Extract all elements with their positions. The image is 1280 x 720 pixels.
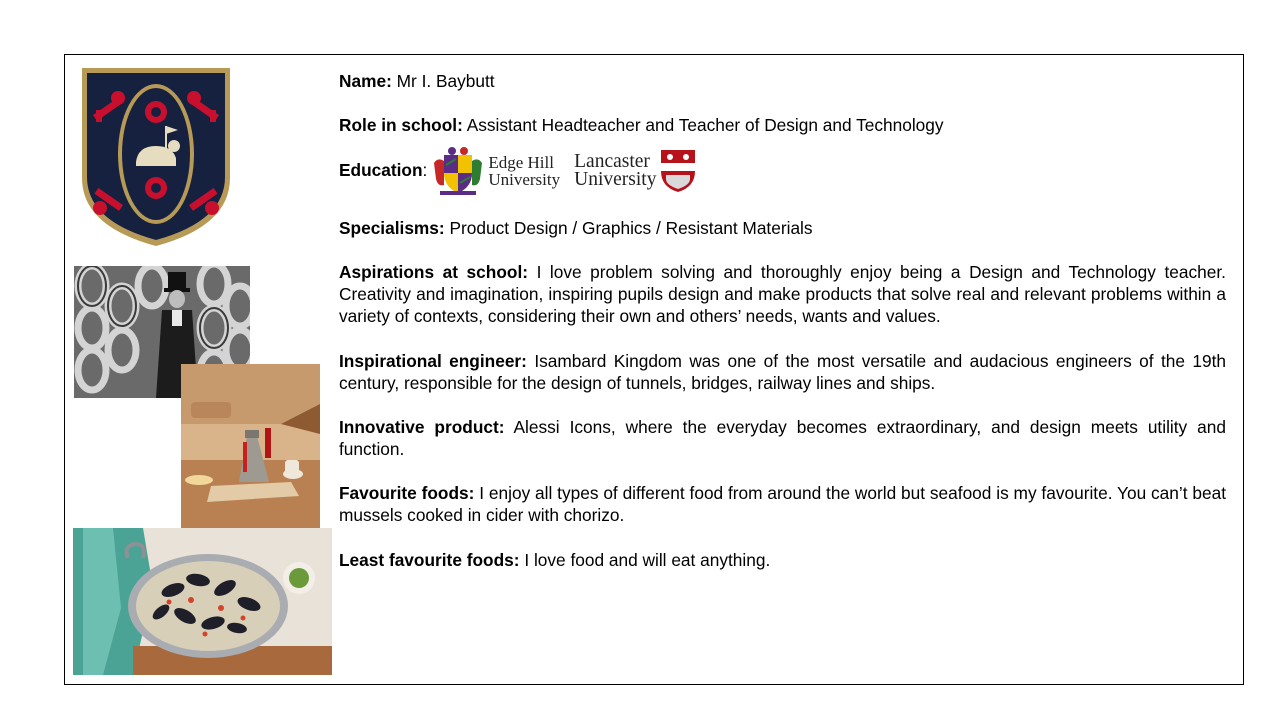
name-label: Name: [339, 71, 392, 91]
product-field [339, 416, 1226, 460]
aspirations-value: I love problem solving and thoroughly enjoy being a Design and Technology teacher. Creativity and imagination, inspiring pupils design and make products that solve real and relevant problems within a variety of contexts, considering their own and others’ needs, wants and values. [339, 262, 1226, 327]
education-label: Education [339, 159, 423, 180]
favourite-foods-label: Favourite foods: [339, 483, 475, 504]
lancaster-line1: Lancaster [574, 150, 650, 172]
alessi-product-photo [181, 364, 320, 538]
lancaster-shield-icon [660, 149, 696, 193]
edge-hill-line1: Edge Hill [488, 152, 554, 172]
engineer-value: Isambard Kingdom was one of the most versatile and audacious engineers of the 19th century, responsible for the design of tunnels, bridges, railway lines and ships. [339, 350, 1226, 393]
name-value: Mr I. Baybutt [396, 71, 495, 91]
name-field [339, 70, 1226, 92]
education-logos [430, 145, 696, 197]
least-favourite-foods-field [339, 549, 1226, 571]
mussels-dish-photo [73, 528, 332, 675]
product-value: Alessi Icons, where the everyday becomes extraordinary, and design meets utility and function. [339, 416, 1226, 459]
least-favourite-foods-label: Least favourite foods: [339, 549, 520, 570]
education-field [339, 150, 1226, 213]
role-field [339, 114, 1226, 136]
engineer-field [339, 350, 1226, 394]
edge-hill-university-logo [432, 145, 560, 197]
specialisms-field [339, 217, 1226, 239]
lancaster-text [574, 150, 657, 190]
aspirations-label: Aspirations at school: [339, 262, 528, 283]
specialisms-value: Product Design / Graphics / Resistant Materials [449, 217, 813, 238]
favourite-foods-value: I enjoy all types of different food from around the world but seafood is my favourite. You can’t beat mussels cooked in cider with chorizo. [339, 483, 1227, 526]
lancaster-university-logo [574, 149, 696, 193]
engineer-label: Inspirational engineer: [339, 350, 527, 371]
product-label: Innovative product: [339, 416, 505, 437]
least-favourite-foods-value: I love food and will eat anything. [524, 549, 771, 570]
edge-hill-crest-icon [432, 145, 484, 197]
favourite-foods-field [339, 482, 1226, 526]
school-crest-logo [80, 66, 232, 248]
aspirations-field [339, 261, 1226, 327]
role-value: Assistant Headteacher and Teacher of Design and Technology [466, 115, 944, 136]
role-label: Role in school: [339, 115, 463, 136]
education-colon: : [422, 159, 428, 180]
edge-hill-line2: University [488, 169, 561, 189]
profile-content [339, 70, 1226, 593]
lancaster-line2: University [574, 168, 657, 190]
specialisms-label: Specialisms: [339, 217, 445, 238]
edge-hill-text [488, 154, 560, 188]
